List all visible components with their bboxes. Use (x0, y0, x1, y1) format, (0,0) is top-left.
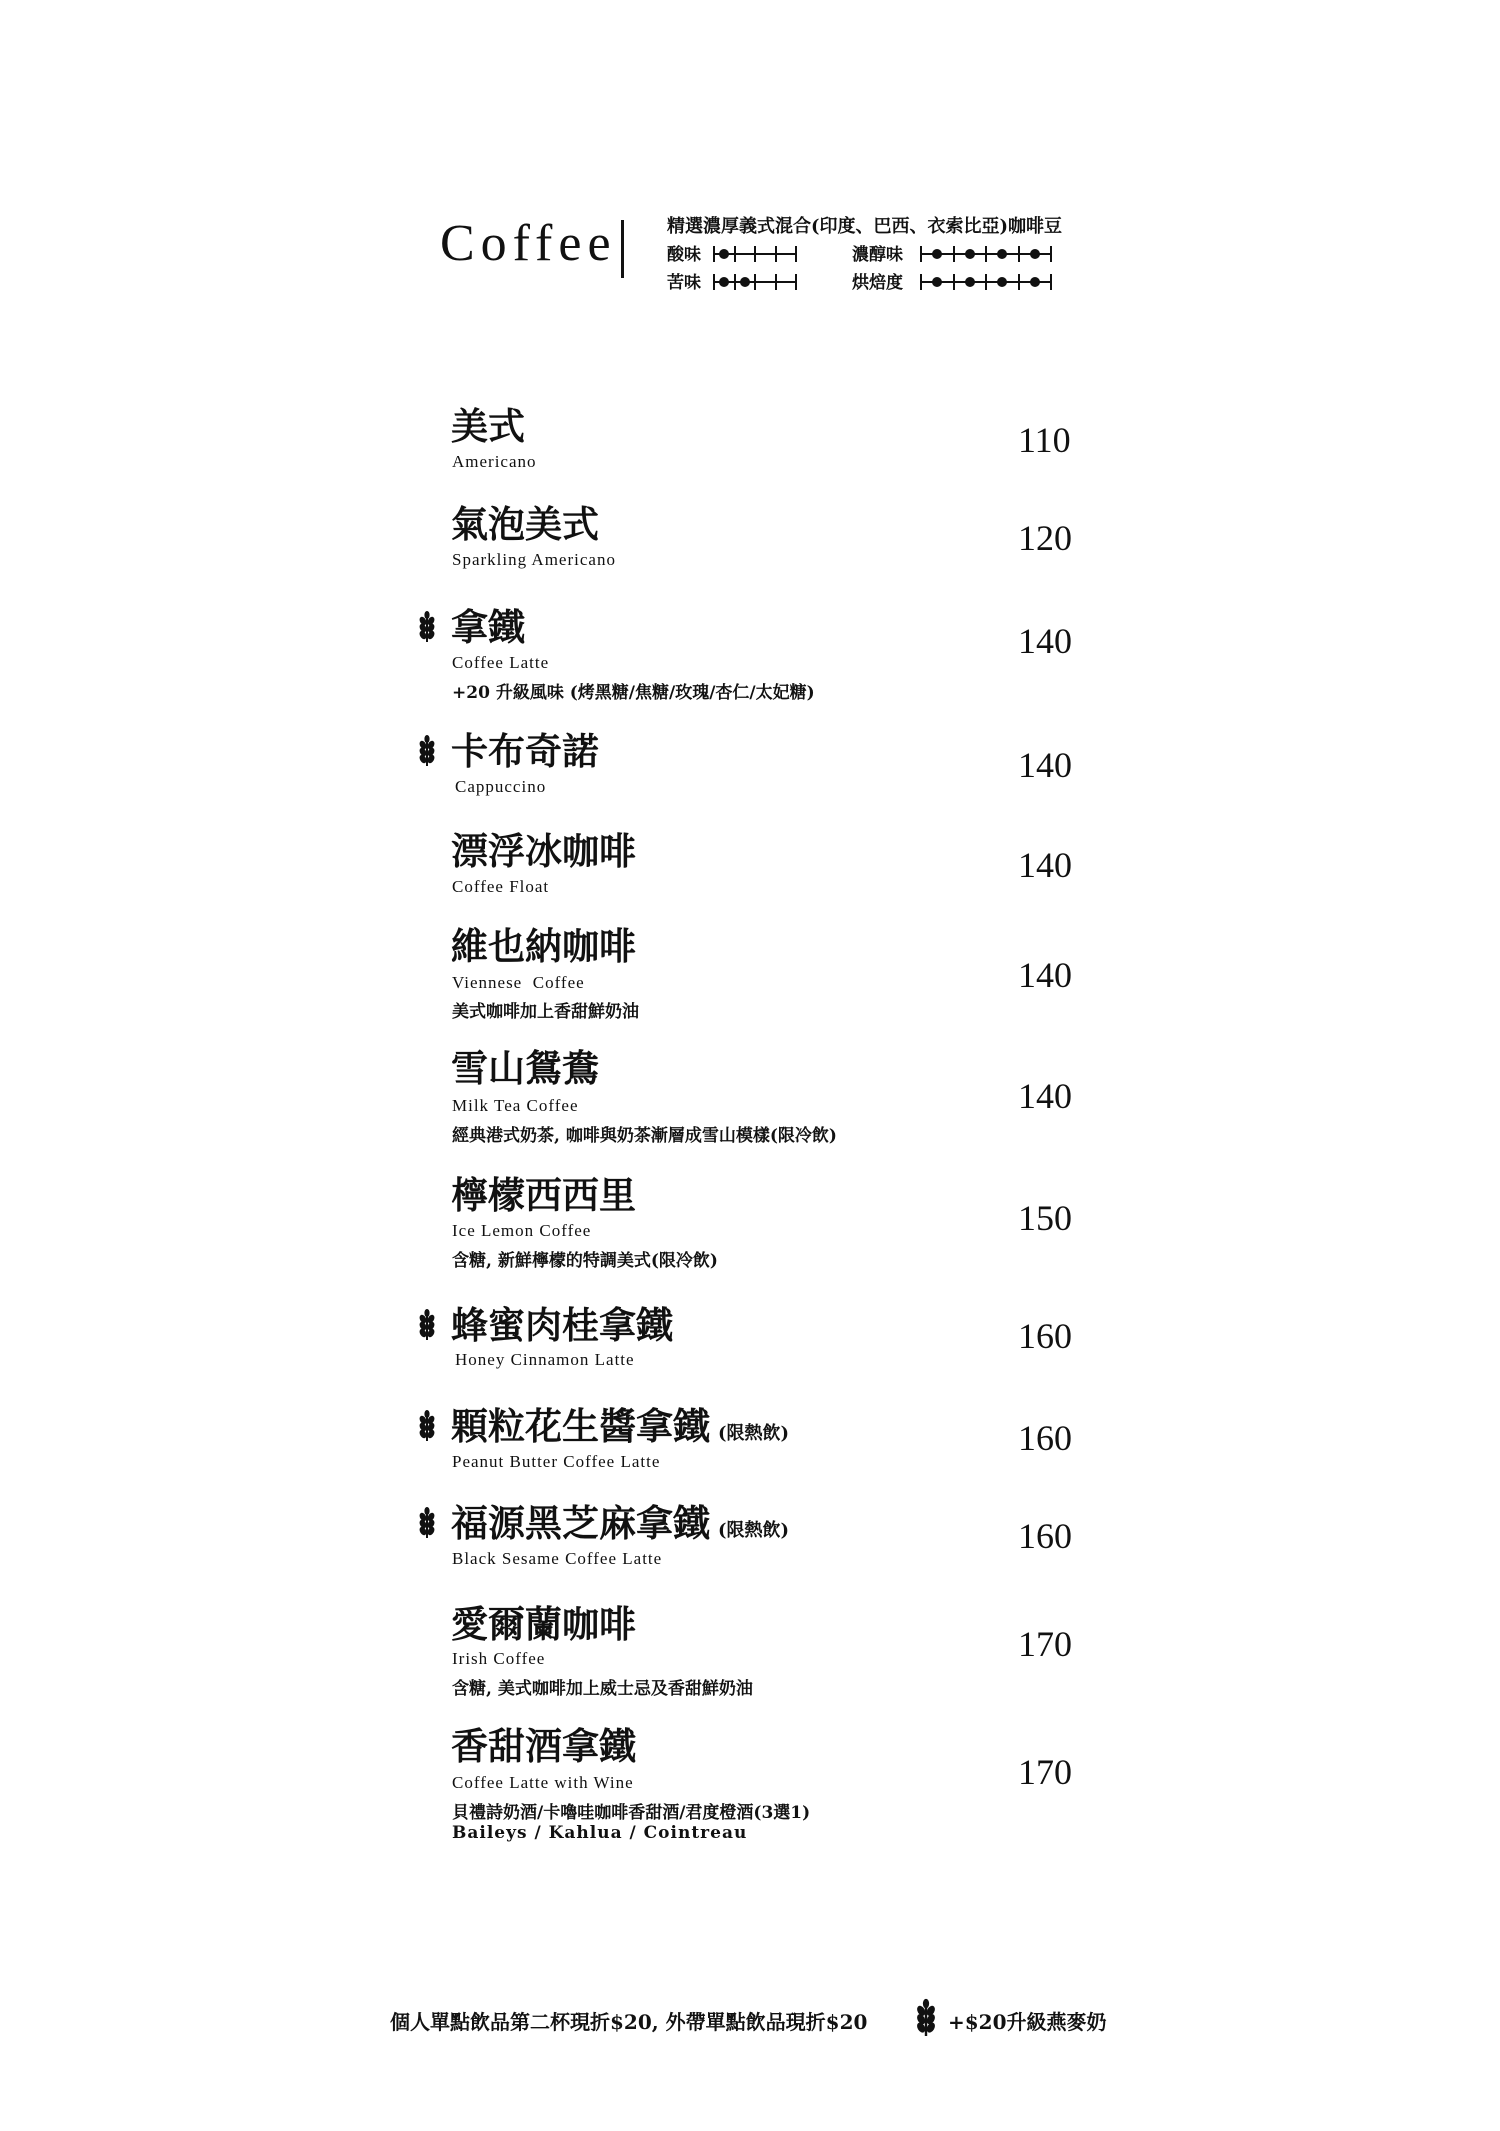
menu-item-name: 雪山鴛鴦 (451, 1046, 599, 1090)
menu-item-english: Americano (452, 452, 537, 471)
menu-item-english: Irish Coffee (452, 1649, 546, 1668)
section-title: Coffee (440, 215, 617, 272)
acidity-scale (713, 246, 797, 262)
menu-item-price: 170 (1018, 1624, 1072, 1664)
menu-item-price: 170 (1018, 1752, 1072, 1792)
body-scale (920, 246, 1052, 262)
menu-item-price: 160 (1018, 1516, 1072, 1556)
bean-description: 精選濃厚義式混合(印度、巴西、衣索比亞)咖啡豆 (667, 216, 1063, 237)
menu-item-name: 拿鐵 (451, 605, 525, 649)
scale-dot (740, 277, 750, 287)
scale-dot (932, 249, 942, 259)
menu-item-name: 漂浮冰咖啡 (451, 829, 636, 873)
menu-item-english: Coffee Latte (452, 653, 550, 672)
menu-item-price: 140 (1018, 955, 1072, 995)
menu-item-price: 160 (1018, 1418, 1072, 1458)
scale-tick (1018, 246, 1020, 262)
footer-promo: 個人單點飲品第二杯現折$20, 外帶單點飲品現折$20 (390, 2010, 868, 2034)
menu-item-name: 香甜酒拿鐵 (451, 1724, 636, 1768)
menu-item-description-english: Baileys / Kahlua / Cointreau (452, 1823, 748, 1843)
scale-tick (713, 274, 715, 290)
menu-item-name: 卡布奇諾 (451, 729, 599, 773)
scale-tick (1018, 274, 1020, 290)
menu-item-name: 蜂蜜肉桂拿鐵 (451, 1303, 673, 1347)
menu-item-description: 美式咖啡加上香甜鮮奶油 (452, 1002, 639, 1022)
oat-milk-icon (417, 1309, 437, 1341)
scale-dot (719, 249, 729, 259)
oat-milk-icon (417, 1507, 437, 1539)
scale-dot (997, 277, 1007, 287)
menu-item-name: 氣泡美式 (451, 502, 599, 546)
menu-item-english: Coffee Latte with Wine (452, 1773, 634, 1792)
oat-milk-icon (417, 735, 437, 767)
flavor-label-acidity: 酸味 (667, 245, 701, 265)
menu-item-name: 顆粒花生醬拿鐵 (限熱飲) (451, 1404, 790, 1448)
menu-item-name: 維也納咖啡 (451, 924, 636, 968)
menu-item-description: +20 升級風味 (烤黑糖/焦糖/玫瑰/杏仁/太妃糖) (452, 683, 815, 703)
menu-item-description: 經典港式奶茶, 咖啡與奶茶漸層成雪山模樣(限冷飲) (452, 1126, 837, 1146)
menu-item-name: 福源黑芝麻拿鐵 (限熱飲) (451, 1501, 790, 1545)
scale-tick (953, 246, 955, 262)
scale-tick (795, 274, 797, 290)
hot-only-note: (限熱飲) (718, 1423, 790, 1444)
menu-item-english: Honey Cinnamon Latte (455, 1350, 635, 1369)
scale-dot (965, 249, 975, 259)
footer-oat-note: +$20升級燕麥奶 (948, 2010, 1107, 2034)
scale-tick (713, 246, 715, 262)
menu-item-description: 含糖, 新鮮檸檬的特調美式(限冷飲) (452, 1251, 718, 1271)
menu-item-english: Black Sesame Coffee Latte (452, 1549, 663, 1568)
menu-item-english: Sparkling Americano (452, 550, 616, 569)
scale-dot (997, 249, 1007, 259)
scale-tick (1050, 246, 1052, 262)
menu-item-english: Milk Tea Coffee (452, 1096, 579, 1115)
menu-item-name: 檸檬西西里 (451, 1173, 636, 1217)
scale-tick (734, 246, 736, 262)
oat-milk-icon (417, 611, 437, 643)
scale-tick (754, 246, 756, 262)
hot-only-note: (限熱飲) (718, 1520, 790, 1541)
menu-item-english: Peanut Butter Coffee Latte (452, 1452, 661, 1471)
bitterness-scale (713, 274, 797, 290)
scale-tick (920, 274, 922, 290)
scale-dot (1030, 249, 1040, 259)
menu-item-price: 120 (1018, 518, 1072, 558)
menu-item-description: 含糖, 美式咖啡加上威士忌及香甜鮮奶油 (452, 1679, 753, 1699)
scale-tick (795, 246, 797, 262)
title-divider (621, 220, 624, 278)
menu-item-description: 貝禮詩奶酒/卡嚕哇咖啡香甜酒/君度橙酒(3選1) (452, 1803, 811, 1823)
oat-milk-icon (417, 1410, 437, 1442)
flavor-label-roast: 烘焙度 (852, 273, 903, 293)
oat-milk-legend-icon (914, 1998, 938, 2038)
menu-item-price: 150 (1018, 1198, 1072, 1238)
menu-item-price: 140 (1018, 1076, 1072, 1116)
menu-item-price: 110 (1018, 420, 1071, 460)
scale-tick (985, 246, 987, 262)
menu-item-english: Cappuccino (455, 777, 547, 796)
scale-tick (734, 274, 736, 290)
flavor-label-body: 濃醇味 (852, 245, 903, 265)
scale-dot (965, 277, 975, 287)
scale-tick (775, 246, 777, 262)
menu-item-name: 愛爾蘭咖啡 (451, 1602, 636, 1646)
scale-dot (719, 277, 729, 287)
menu-item-price: 140 (1018, 845, 1072, 885)
scale-tick (985, 274, 987, 290)
flavor-label-bitterness: 苦味 (667, 273, 701, 293)
scale-dot (1030, 277, 1040, 287)
scale-tick (775, 274, 777, 290)
menu-item-english: Ice Lemon Coffee (452, 1221, 592, 1240)
scale-tick (953, 274, 955, 290)
menu-item-english: Coffee Float (452, 877, 550, 896)
menu-item-name: 美式 (451, 404, 525, 448)
scale-tick (754, 274, 756, 290)
menu-item-english: Viennese Coffee (452, 973, 585, 992)
scale-tick (920, 246, 922, 262)
roast-scale (920, 274, 1052, 290)
menu-item-price: 140 (1018, 745, 1072, 785)
menu-item-price: 140 (1018, 621, 1072, 661)
scale-tick (1050, 274, 1052, 290)
menu-item-price: 160 (1018, 1316, 1072, 1356)
scale-dot (932, 277, 942, 287)
